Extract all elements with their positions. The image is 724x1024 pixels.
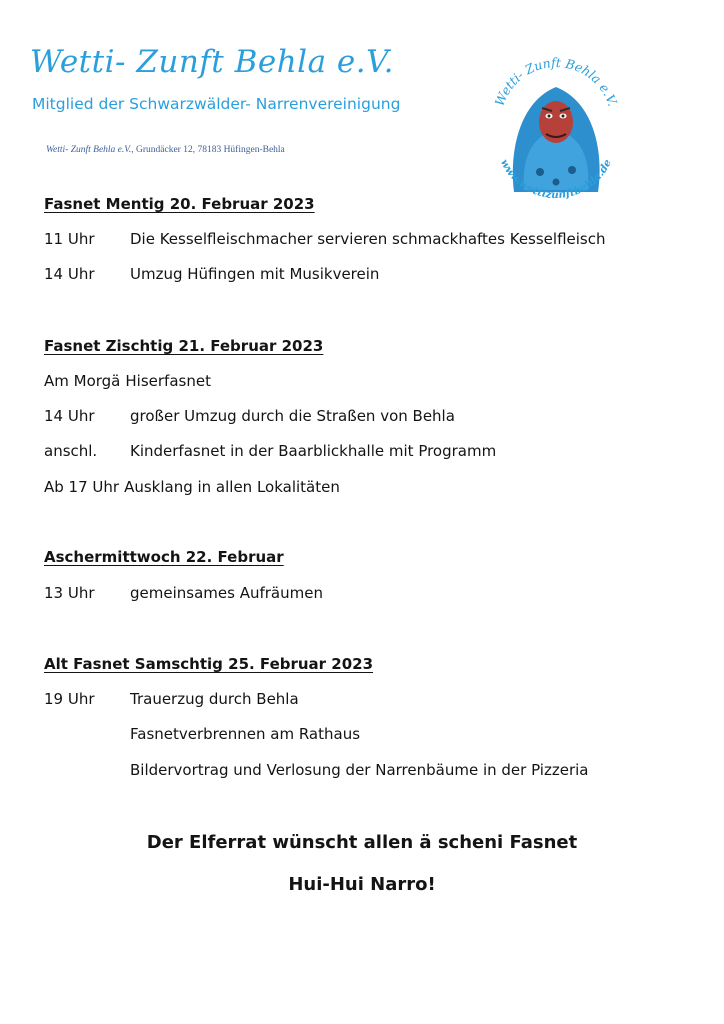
entry-description: großer Umzug durch die Straßen von Behla bbox=[130, 407, 455, 425]
club-address bbox=[46, 145, 285, 155]
schedule-row bbox=[44, 690, 299, 708]
schedule-row bbox=[44, 407, 455, 425]
logo-bottom-text: www.wettizunftbehla.de bbox=[497, 157, 615, 202]
entry-description: gemeinsames Aufräumen bbox=[130, 584, 323, 602]
closing-cheer: Hui-Hui Narro! bbox=[288, 874, 436, 895]
logo-top-text: Wetti- Zunft Behla e.V. bbox=[491, 54, 621, 109]
address-street: , Grundäcker 12, 78183 Hüfingen-Behla bbox=[131, 145, 285, 155]
schedule-row bbox=[44, 761, 588, 779]
entry-description: Umzug Hüfingen mit Musikverein bbox=[130, 265, 380, 283]
section-heading-aschermittwoch: Aschermittwoch 22. Februar bbox=[44, 548, 284, 566]
entry-description: Trauerzug durch Behla bbox=[130, 690, 299, 708]
entry-description: Hiserfasnet bbox=[125, 372, 211, 390]
entry-description: Fasnetverbrennen am Rathaus bbox=[130, 725, 361, 743]
section-heading-alt-fasnet: Alt Fasnet Samschtig 25. Februar 2023 bbox=[44, 655, 374, 673]
club-title: Wetti- Zunft Behla e.V. bbox=[30, 44, 394, 80]
entry-time: 19 Uhr bbox=[44, 690, 95, 708]
entry-description: Ausklang in allen Lokalitäten bbox=[124, 478, 340, 496]
entry-time: 13 Uhr bbox=[44, 584, 95, 602]
schedule-row bbox=[44, 584, 323, 602]
schedule-row bbox=[44, 372, 211, 390]
schedule-row bbox=[44, 478, 340, 496]
entry-description: Die Kesselfleischmacher servieren schmackhaftes Kesselfleisch bbox=[130, 230, 606, 248]
schedule-row bbox=[44, 725, 360, 743]
entry-time: Am Morgä bbox=[44, 372, 121, 390]
entry-time: Ab 17 Uhr bbox=[44, 478, 120, 496]
section-heading-mentig: Fasnet Mentig 20. Februar 2023 bbox=[44, 195, 315, 213]
address-club-name: Wetti- Zunft Behla e.V. bbox=[46, 145, 132, 155]
schedule-row bbox=[44, 230, 606, 248]
section-heading-zischtig: Fasnet Zischtig 21. Februar 2023 bbox=[44, 337, 324, 355]
entry-time: 14 Uhr bbox=[44, 265, 95, 283]
club-logo bbox=[484, 42, 626, 214]
club-subtitle: Mitglied der Schwarzwälder- Narrenvereinigung bbox=[32, 95, 401, 113]
closing-wish: Der Elferrat wünscht allen ä scheni Fasnet bbox=[146, 832, 578, 853]
schedule-row bbox=[44, 442, 496, 460]
entry-description: Kinderfasnet in der Baarblickhalle mit Programm bbox=[130, 442, 497, 460]
schedule-row bbox=[44, 265, 379, 283]
entry-description: Bildervortrag und Verlosung der Narrenbäume in der Pizzeria bbox=[130, 761, 589, 779]
entry-time: 14 Uhr bbox=[44, 407, 95, 425]
entry-time: anschl. bbox=[44, 442, 98, 460]
entry-time: 11 Uhr bbox=[44, 230, 95, 248]
carnival-mask-icon bbox=[513, 87, 600, 192]
